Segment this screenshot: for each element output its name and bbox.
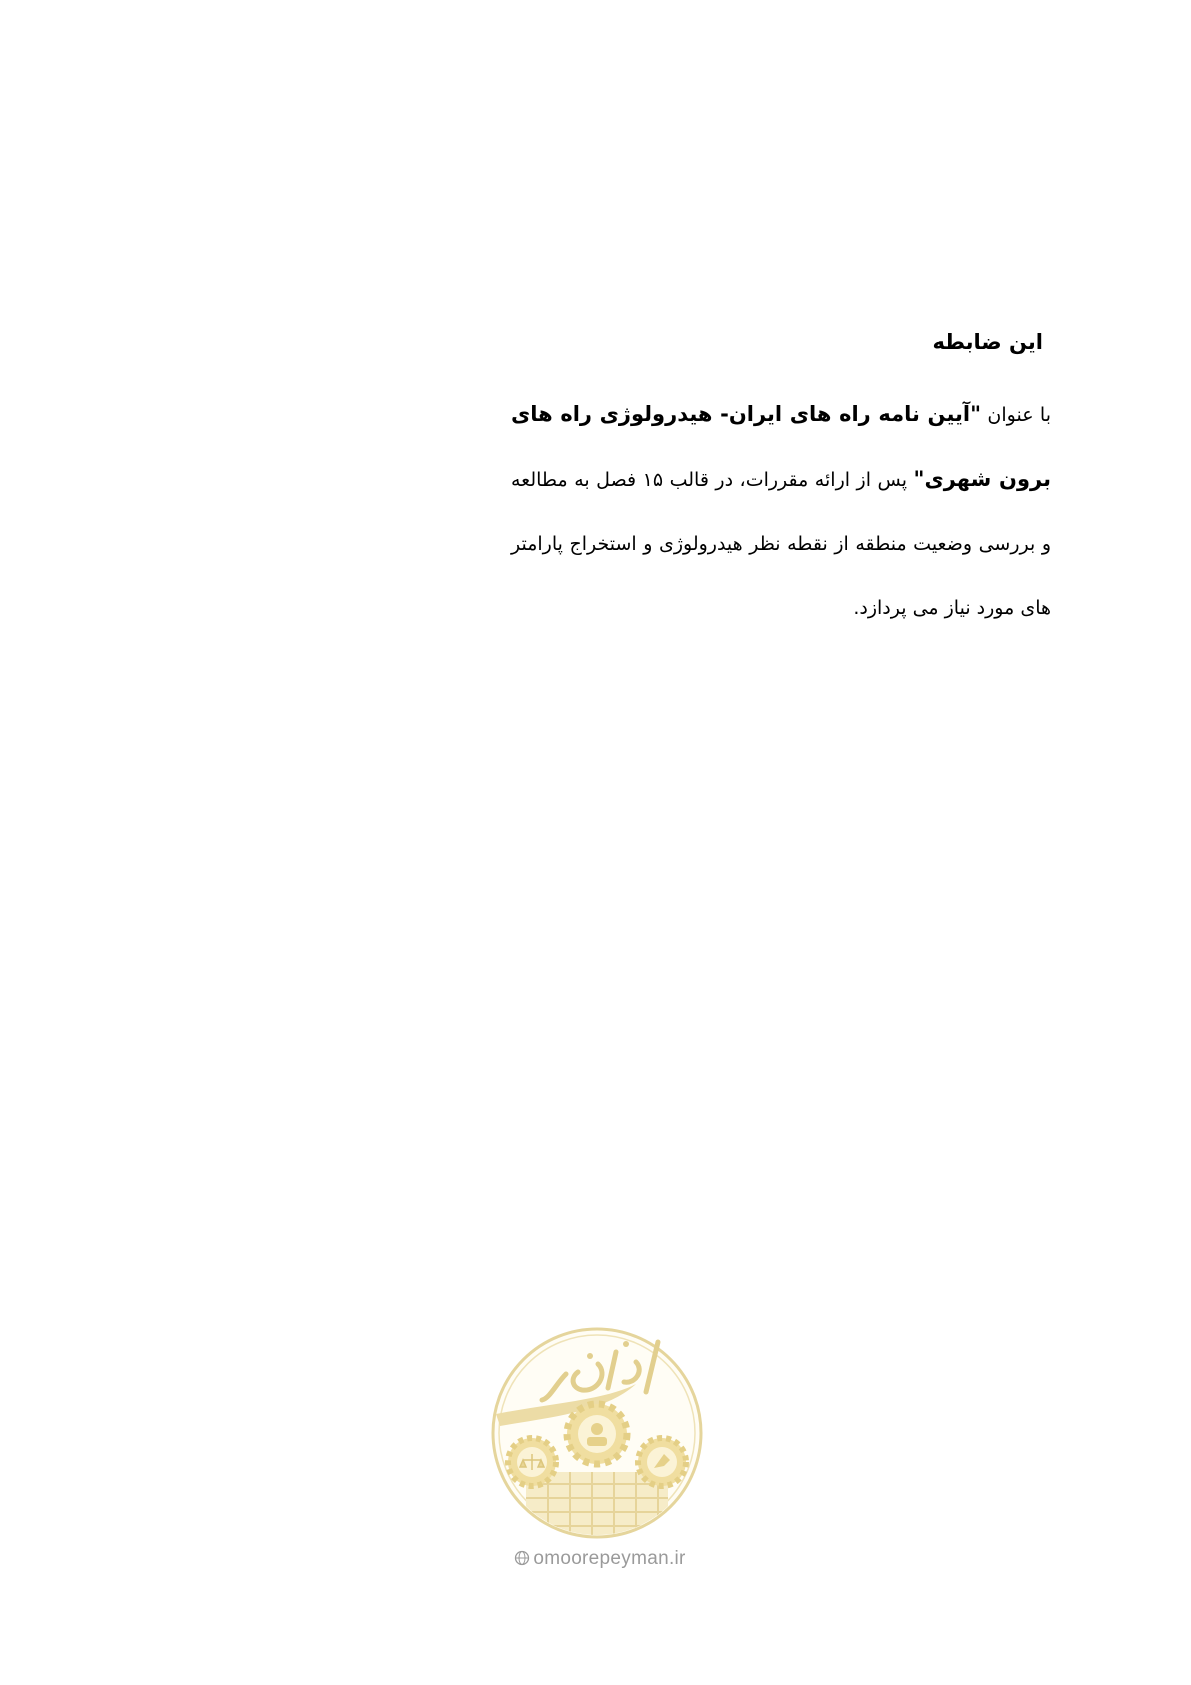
- paragraph-intro: با عنوان: [981, 404, 1051, 426]
- paragraph-body: پس از ارائه مقررات، در قالب ۱۵ فصل به مطالعه و بررسی وضعیت منطقه از نقطه نظر هیدرولوژی و استخراج پارامتر های مورد نیاز می پردازد.: [511, 469, 1051, 619]
- logo-seal-graphic: [486, 1322, 708, 1544]
- watermark-website: [480, 1548, 720, 1570]
- website-url: omoorepeyman.ir: [533, 1548, 686, 1569]
- watermark-logo: [486, 1322, 708, 1544]
- document-title-bold: "آیین نامه راه های ایران- هیدرولوژی راه های برون شهری": [511, 402, 1051, 491]
- document-body: [511, 322, 1051, 640]
- globe-icon: [514, 1550, 530, 1566]
- section-heading: این ضابطه: [932, 330, 1043, 354]
- description-paragraph: [511, 382, 1051, 640]
